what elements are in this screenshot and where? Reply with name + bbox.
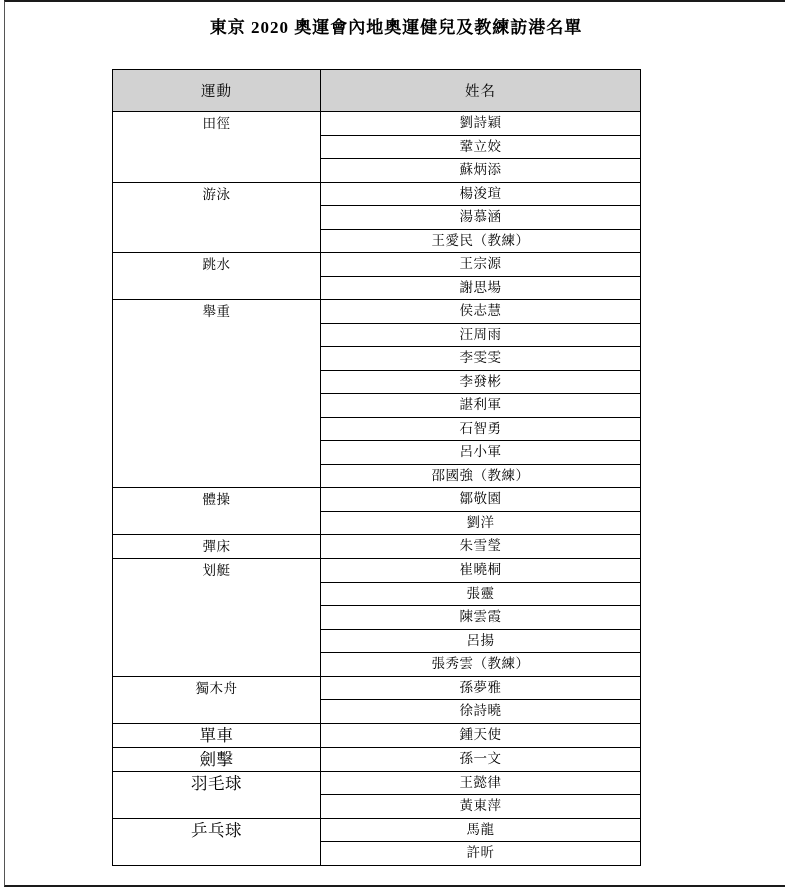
table-row (113, 676, 641, 700)
sport-cell: 劍擊 (113, 747, 321, 771)
table-row (113, 818, 641, 842)
name-cell: 劉洋 (321, 511, 641, 535)
sport-cell: 游泳 (113, 182, 321, 253)
roster-table (112, 69, 641, 866)
name-cell: 徐詩曉 (321, 700, 641, 724)
name-cell: 侯志慧 (321, 300, 641, 324)
name-cell: 黃東萍 (321, 795, 641, 819)
sport-cell: 乒乓球 (113, 818, 321, 865)
name-cell: 楊浚瑄 (321, 182, 641, 206)
table-row (113, 771, 641, 795)
sport-cell: 獨木舟 (113, 676, 321, 723)
table-header-row (113, 70, 641, 112)
name-cell: 許昕 (321, 842, 641, 866)
column-header-name: 姓名 (321, 70, 641, 112)
name-cell: 蘇炳添 (321, 159, 641, 183)
name-cell: 王懿律 (321, 771, 641, 795)
sport-cell: 跳水 (113, 253, 321, 300)
name-cell: 張靈 (321, 582, 641, 606)
table-row (113, 182, 641, 206)
sport-cell: 羽毛球 (113, 771, 321, 818)
sport-cell: 體操 (113, 488, 321, 535)
name-cell: 汪周雨 (321, 323, 641, 347)
table-row (113, 747, 641, 771)
page-title: 東京 2020 奧運會內地奧運健兒及教練訪港名單 (209, 18, 583, 37)
name-cell: 陳雲霞 (321, 606, 641, 630)
name-cell: 孫一文 (321, 747, 641, 771)
column-header-sport: 運動 (113, 70, 321, 112)
name-cell: 鍾天使 (321, 723, 641, 747)
name-cell: 石智勇 (321, 417, 641, 441)
table-row (113, 253, 641, 277)
name-cell: 劉詩穎 (321, 112, 641, 136)
name-cell: 呂揚 (321, 629, 641, 653)
table-row (113, 535, 641, 559)
table-row (113, 112, 641, 136)
name-cell: 李雯雯 (321, 347, 641, 371)
name-cell: 鄒敬園 (321, 488, 641, 512)
name-cell: 馬龍 (321, 818, 641, 842)
document-page (4, 0, 785, 887)
name-cell: 王愛民（教練） (321, 229, 641, 253)
table-row (113, 559, 641, 583)
sport-cell: 田徑 (113, 112, 321, 183)
name-cell: 邵國強（教練） (321, 464, 641, 488)
name-cell: 諶利軍 (321, 394, 641, 418)
table-row (113, 723, 641, 747)
table-row (113, 300, 641, 324)
name-cell: 朱雪瑩 (321, 535, 641, 559)
name-cell: 張秀雲（教練） (321, 653, 641, 677)
sport-cell: 划艇 (113, 559, 321, 677)
sport-cell: 單車 (113, 723, 321, 747)
name-cell: 王宗源 (321, 253, 641, 277)
name-cell: 孫夢雅 (321, 676, 641, 700)
name-cell: 李發彬 (321, 370, 641, 394)
name-cell: 鞏立姣 (321, 135, 641, 159)
name-cell: 崔曉桐 (321, 559, 641, 583)
sport-cell: 舉重 (113, 300, 321, 488)
name-cell: 湯慕涵 (321, 206, 641, 230)
sport-cell: 彈床 (113, 535, 321, 559)
name-cell: 呂小軍 (321, 441, 641, 465)
name-cell: 謝思場 (321, 276, 641, 300)
table-row (113, 488, 641, 512)
